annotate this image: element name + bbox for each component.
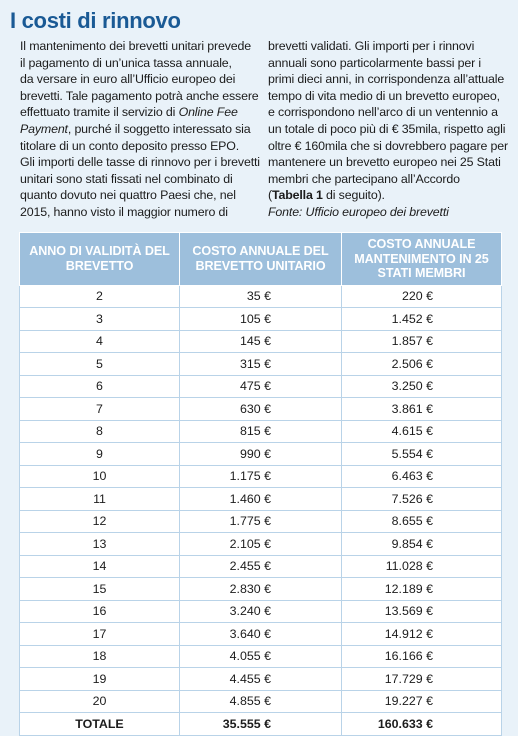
cell-unitary-cost: 630 € xyxy=(180,398,342,421)
text-line: Gli importi delle tasse di rinnovo per i brevetti xyxy=(20,155,260,170)
cell-year: 13 xyxy=(20,533,180,556)
table-total-row xyxy=(20,713,502,736)
cell-unitary-cost: 3.240 € xyxy=(180,600,342,623)
table-row xyxy=(20,690,502,713)
table-row xyxy=(20,623,502,646)
text-line: quanto dovuto nei quattro Paesi che, nel xyxy=(20,188,236,203)
cell-25-states-cost: 5.554 € xyxy=(342,443,502,466)
text-fragment-italic: Payment xyxy=(20,121,68,136)
cell-year: 20 xyxy=(20,690,180,713)
table-row xyxy=(20,375,502,398)
cell-unitary-cost: 1.175 € xyxy=(180,465,342,488)
cell-year: 15 xyxy=(20,578,180,601)
cell-25-states-cost: 6.463 € xyxy=(342,465,502,488)
cell-unitary-cost: 4.455 € xyxy=(180,668,342,691)
table-row xyxy=(20,443,502,466)
cell-25-states-cost: 4.615 € xyxy=(342,420,502,443)
total-cell-unitary-cost: 35.555 € xyxy=(180,713,342,736)
table-row xyxy=(20,330,502,353)
text-fragment-italic: Online Fee xyxy=(178,105,238,120)
header-unitary-cost: COSTO ANNUALE DEL BREVETTO UNITARIO xyxy=(180,233,342,286)
cell-unitary-cost: 990 € xyxy=(180,443,342,466)
cell-unitary-cost: 2.830 € xyxy=(180,578,342,601)
cell-year: 14 xyxy=(20,555,180,578)
renewal-costs-table xyxy=(19,232,502,736)
cell-25-states-cost: 11.028 € xyxy=(342,555,502,578)
cell-unitary-cost: 475 € xyxy=(180,375,342,398)
text-line: oltre € 160mila che si dovrebbero pagare per xyxy=(268,138,508,153)
cell-year: 18 xyxy=(20,645,180,668)
cell-25-states-cost: 8.655 € xyxy=(342,510,502,533)
table-row xyxy=(20,578,502,601)
cell-year: 10 xyxy=(20,465,180,488)
cell-unitary-cost: 1.460 € xyxy=(180,488,342,511)
text-line: 2015, hanno visto il maggior numero di xyxy=(20,204,228,219)
table-header-row xyxy=(20,233,502,286)
cell-year: 12 xyxy=(20,510,180,533)
text-line: Il mantenimento dei brevetti unitari prevede xyxy=(20,39,252,53)
text-line xyxy=(20,104,260,121)
cell-25-states-cost: 2.506 € xyxy=(342,353,502,376)
text-fragment: , purché il soggetto interessato sia xyxy=(67,121,251,136)
table-row xyxy=(20,555,502,578)
text-line: primi dieci anni, in corrispondenza all’attuale xyxy=(268,72,505,87)
table-row xyxy=(20,600,502,623)
cell-unitary-cost: 145 € xyxy=(180,330,342,353)
text-column-left xyxy=(20,38,260,221)
table-row xyxy=(20,668,502,691)
cell-unitary-cost: 35 € xyxy=(180,285,342,308)
source-note xyxy=(268,204,510,221)
cell-year: 4 xyxy=(20,330,180,353)
cell-year: 16 xyxy=(20,600,180,623)
cell-25-states-cost: 9.854 € xyxy=(342,533,502,556)
cell-year: 9 xyxy=(20,443,180,466)
cell-year: 5 xyxy=(20,353,180,376)
cell-year: 17 xyxy=(20,623,180,646)
text-fragment: di seguito). xyxy=(322,188,385,203)
table-row xyxy=(20,353,502,376)
page-title: I costi di rinnovo xyxy=(10,8,181,33)
table-row xyxy=(20,488,502,511)
table-row xyxy=(20,510,502,533)
cell-25-states-cost: 12.189 € xyxy=(342,578,502,601)
table-row xyxy=(20,533,502,556)
cell-unitary-cost: 315 € xyxy=(180,353,342,376)
cell-25-states-cost: 16.166 € xyxy=(342,645,502,668)
table-row xyxy=(20,285,502,308)
text-line: brevetti. Tale pagamento potrà anche essere xyxy=(20,88,259,103)
cell-25-states-cost: 17.729 € xyxy=(342,668,502,691)
text-line: da versare in euro all’Ufficio europeo dei xyxy=(20,72,236,87)
cell-25-states-cost: 19.227 € xyxy=(342,690,502,713)
table-row xyxy=(20,398,502,421)
cell-year: 11 xyxy=(20,488,180,511)
cell-25-states-cost: 1.452 € xyxy=(342,308,502,331)
text-fragment: effettuato tramite il servizio di xyxy=(20,105,179,120)
text-line xyxy=(20,121,260,138)
cell-unitary-cost: 4.855 € xyxy=(180,690,342,713)
text-line: un totale di poco più di € 35mila, rispetto agli xyxy=(268,121,506,136)
text-line: unitari sono stati fissati nel combinato di xyxy=(20,171,233,186)
cell-year: 7 xyxy=(20,398,180,421)
text-fragment: ( xyxy=(268,188,272,203)
cell-unitary-cost: 1.775 € xyxy=(180,510,342,533)
cell-year: 19 xyxy=(20,668,180,691)
cell-25-states-cost: 7.526 € xyxy=(342,488,502,511)
text-line: mantenere un brevetto europeo nei 25 Stati xyxy=(268,155,501,170)
total-cell-25-states-cost: 160.633 € xyxy=(342,713,502,736)
cell-25-states-cost: 1.857 € xyxy=(342,330,502,353)
cell-year: 2 xyxy=(20,285,180,308)
text-line: annuali sono particolarmente bassi per i xyxy=(268,55,482,70)
table-reference: Tabella 1 xyxy=(271,188,323,203)
cell-25-states-cost: 220 € xyxy=(342,285,502,308)
table-row xyxy=(20,420,502,443)
text-line: tempo di vita medio di un brevetto europeo, xyxy=(268,88,500,103)
text-line xyxy=(268,187,510,204)
cell-unitary-cost: 4.055 € xyxy=(180,645,342,668)
cell-25-states-cost: 13.569 € xyxy=(342,600,502,623)
cell-unitary-cost: 815 € xyxy=(180,420,342,443)
cell-year: 6 xyxy=(20,375,180,398)
table-row xyxy=(20,465,502,488)
cell-unitary-cost: 105 € xyxy=(180,308,342,331)
text-line: il pagamento di un’unica tassa annuale, xyxy=(20,55,232,70)
header-25-states-cost: COSTO ANNUALE MANTENIMENTO IN 25 STATI MEMBRI xyxy=(342,233,502,286)
text-line: membri che partecipano all’Accordo xyxy=(268,171,460,186)
total-cell-year: TOTALE xyxy=(20,713,180,736)
table-body xyxy=(20,285,502,735)
text-line: brevetti validati. Gli importi per i rinnovi xyxy=(268,39,475,53)
cell-year: 8 xyxy=(20,420,180,443)
table-row xyxy=(20,645,502,668)
cell-unitary-cost: 3.640 € xyxy=(180,623,342,646)
cell-unitary-cost: 2.105 € xyxy=(180,533,342,556)
cell-25-states-cost: 3.250 € xyxy=(342,375,502,398)
text-line: titolare di un conto deposito presso EPO. xyxy=(20,138,240,153)
cell-unitary-cost: 2.455 € xyxy=(180,555,342,578)
cell-25-states-cost: 3.861 € xyxy=(342,398,502,421)
renewal-costs-table-wrapper xyxy=(19,232,501,736)
source-text: Fonte: Ufficio europeo dei brevetti xyxy=(268,204,449,219)
text-column-right xyxy=(268,38,510,221)
header-year: ANNO DI VALIDITÀ DEL BREVETTO xyxy=(20,233,180,286)
text-line: e corrispondono nell’arco di un ventennio a xyxy=(268,105,498,120)
cell-year: 3 xyxy=(20,308,180,331)
cell-25-states-cost: 14.912 € xyxy=(342,623,502,646)
table-row xyxy=(20,308,502,331)
